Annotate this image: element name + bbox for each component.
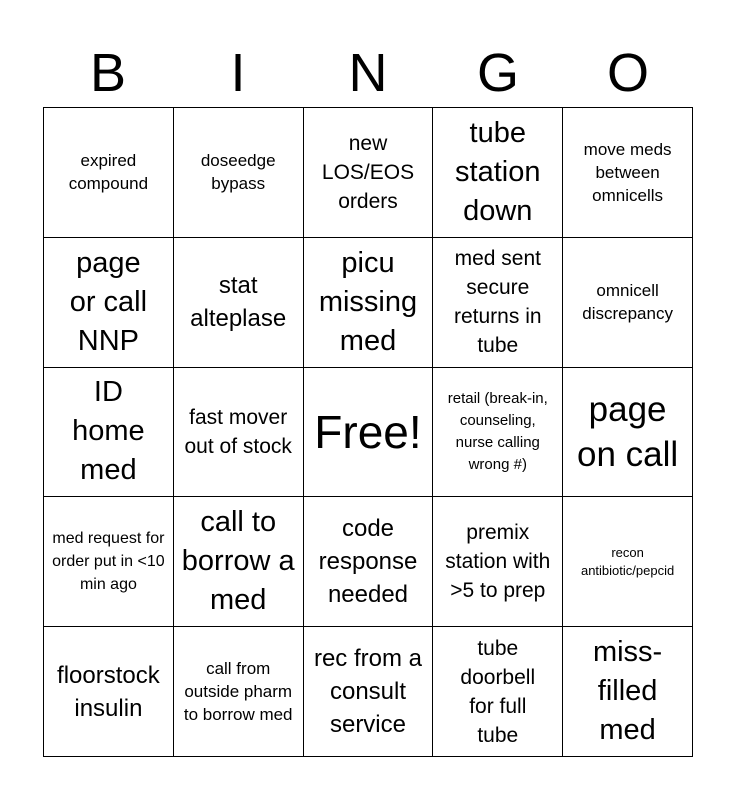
bingo-cell[interactable] (563, 368, 693, 498)
cell-text: stat alteplase (190, 272, 287, 333)
header-letter-i: I (230, 43, 246, 103)
bingo-cell[interactable] (174, 238, 304, 368)
bingo-cell[interactable] (174, 368, 304, 498)
cell-text: rec from a consult service (313, 645, 422, 739)
cell-text: page or call NNP (69, 246, 148, 357)
cell-text: recon antibiotic/pepcid (580, 544, 675, 578)
cell-text: fast mover out of stock (184, 405, 292, 458)
cell-text: miss-filled med (592, 636, 663, 747)
cell-text: page on call (577, 389, 679, 474)
cell-text: premix station with >5 to prep (445, 521, 551, 603)
cell-text: med request for order put in <10 min ago (52, 530, 165, 594)
bingo-cell[interactable] (304, 497, 434, 627)
bingo-cell[interactable] (44, 238, 174, 368)
cell-text: new LOS/EOS orders (321, 131, 415, 213)
bingo-cell[interactable] (563, 238, 693, 368)
bingo-cell[interactable] (304, 108, 434, 238)
bingo-cell[interactable] (433, 497, 563, 627)
bingo-cell[interactable] (174, 627, 304, 757)
free-space-text: Free! (314, 405, 422, 458)
cell-text: tube doorbell for full tube (460, 636, 536, 747)
header-letter-g: G (476, 43, 519, 103)
cell-text: call to borrow a med (181, 506, 295, 617)
bingo-cell[interactable] (304, 238, 434, 368)
header-letter-b: B (89, 43, 127, 103)
bingo-cell[interactable] (563, 627, 693, 757)
header-letter-n: N (348, 43, 388, 103)
bingo-cell[interactable] (563, 497, 693, 627)
cell-text: omnicell discrepancy (582, 281, 673, 324)
bingo-cell[interactable] (44, 497, 174, 627)
bingo-cell[interactable] (174, 497, 304, 627)
bingo-header (43, 38, 693, 108)
cell-text: expired compound (68, 151, 149, 194)
free-space[interactable] (304, 368, 434, 498)
bingo-cell[interactable] (563, 108, 693, 238)
cell-text: picu missing med (318, 246, 418, 357)
cell-text: retail (break-in, counseling, nurse calling wrong #) (447, 389, 548, 473)
bingo-cell[interactable] (433, 238, 563, 368)
header-letter-o: O (606, 43, 649, 103)
bingo-cell[interactable] (174, 108, 304, 238)
bingo-cell[interactable] (44, 627, 174, 757)
cell-text: call from outside pharm to borrow med (183, 659, 293, 725)
bingo-cell[interactable] (433, 368, 563, 498)
bingo-cell[interactable] (44, 108, 174, 238)
cell-text: med sent secure returns in tube (454, 247, 542, 358)
cell-text: floorstock insulin (57, 661, 160, 722)
bingo-cell[interactable] (433, 627, 563, 757)
cell-text: ID home med (72, 376, 145, 487)
cell-text: doseedge bypass (200, 151, 276, 194)
cell-text: move meds between omnicells (583, 139, 672, 205)
bingo-cell[interactable] (304, 627, 434, 757)
bingo-cell[interactable] (433, 108, 563, 238)
cell-text: tube station down (455, 116, 541, 227)
bingo-cell[interactable] (44, 368, 174, 498)
bingo-board (43, 107, 693, 757)
cell-text: code response needed (318, 515, 418, 609)
